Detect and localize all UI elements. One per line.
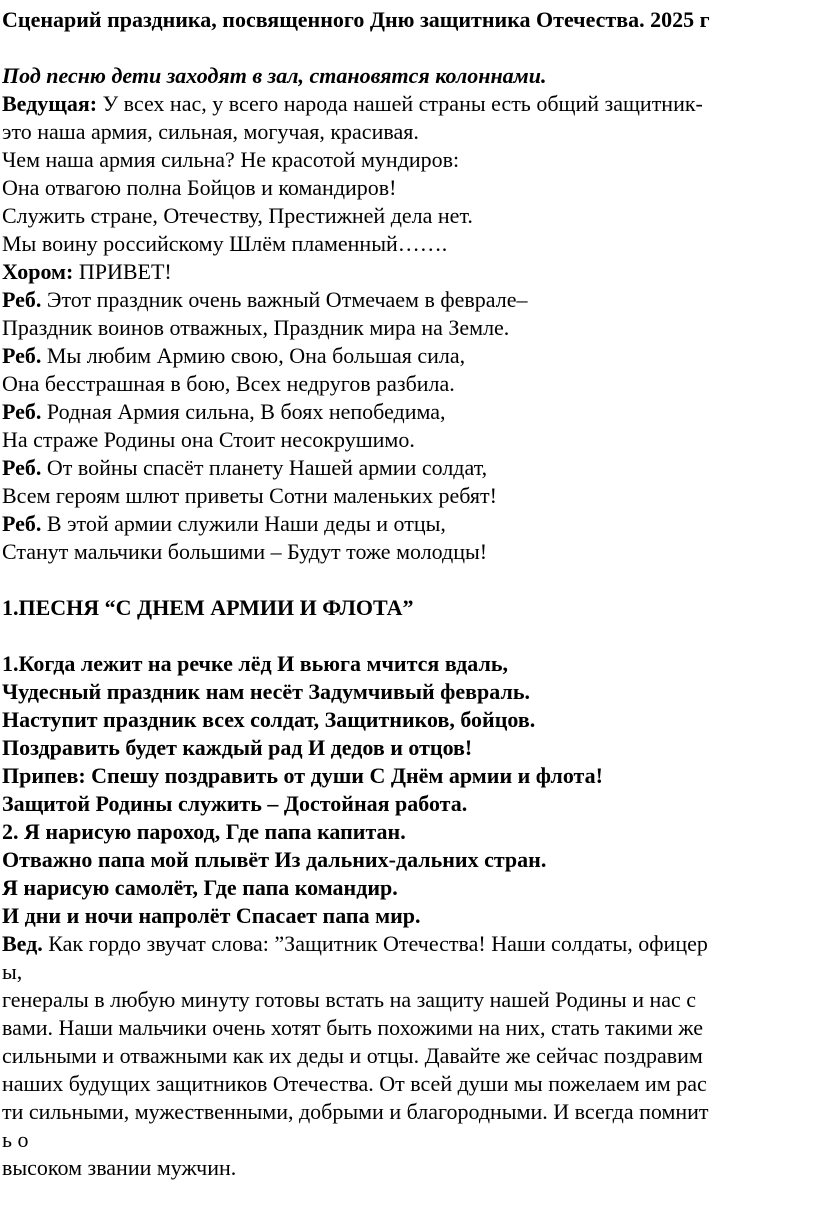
script-line [2, 398, 446, 426]
closing-line: генералы в любую минуту готовы встать на защиту нашей Родины и нас с [2, 987, 697, 1012]
speaker-label: Ведущая: [2, 91, 98, 116]
song-line: 1.Когда лежит на речке лёд И вьюга мчится вдаль, [2, 651, 508, 676]
speaker-label: Хором: [2, 259, 74, 284]
speaker-label: Реб. [2, 343, 42, 368]
script-line [2, 510, 446, 538]
script-line: Она отвагою полна Бойцов и командиров! [2, 175, 397, 200]
line-text: Этот праздник очень важный Отмечаем в феврале– [41, 287, 528, 312]
speaker-label: Реб. [2, 287, 42, 312]
song-line: Поздравить будет каждый рад И дедов и отцов! [2, 735, 473, 760]
line-text: ПРИВЕТ! [73, 259, 172, 284]
closing-line: сильными и отважными как их деды и отцы. Давайте же сейчас поздравим [2, 1043, 703, 1068]
song-line: 2. Я нарисую пароход, Где папа капитан. [2, 819, 406, 844]
closing-line: вами. Наши мальчики очень хотят быть похожими на них, стать такими же [2, 1015, 703, 1040]
song-line: Я нарисую самолёт, Где папа командир. [2, 875, 398, 900]
line-text: Родная Армия сильна, В боях непобедима, [41, 399, 446, 424]
script-line: Всем героям шлют приветы Сотни маленьких ребят! [2, 483, 497, 508]
line-text: От войны спасёт планету Нашей армии солдат, [41, 455, 488, 480]
script-line [2, 342, 465, 370]
script-line [2, 258, 172, 286]
document-title: Сценарий праздника, посвященного Дню защитника Отечества. 2025 г [2, 7, 710, 32]
script-line: это наша армия, сильная, могучая, красивая. [2, 119, 419, 144]
script-line: На страже Родины она Стоит несокрушимо. [2, 427, 415, 452]
speaker-label: Реб. [2, 511, 42, 536]
closing-line: ы, [2, 959, 23, 984]
speaker-label: Реб. [2, 455, 42, 480]
script-line [2, 454, 487, 482]
closing-line: ь о [2, 1127, 29, 1152]
line-text: Как гордо звучат слова: ”Защитник Отечества! Наши солдаты, офицер [42, 931, 708, 956]
speaker-label: Реб. [2, 399, 42, 424]
song-line: Отважно папа мой плывёт Из дальних-дальних стран. [2, 847, 547, 872]
script-line: Мы воину российскому Шлём пламенный……. [2, 231, 448, 256]
line-text: В этой армии служили Наши деды и отцы, [41, 511, 446, 536]
stage-direction: Под песню дети заходят в зал, становятся колоннами. [2, 63, 547, 88]
script-line: Служить стране, Отечеству, Престижней дела нет. [2, 203, 473, 228]
closing-line: ти сильными, мужественными, добрыми и благородными. И всегда помнит [2, 1099, 709, 1124]
song-chorus: Припев: Спешу поздравить от души С Днём армии и флота! [2, 763, 603, 788]
script-line: Чем наша армия сильна? Не красотой мундиров: [2, 147, 460, 172]
script-line: Станут мальчики большими – Будут тоже молодцы! [2, 539, 488, 564]
song-line: Наступит праздник всех солдат, Защитников, бойцов. [2, 707, 536, 732]
song-line: И дни и ночи напролёт Спасает папа мир. [2, 903, 421, 928]
closing-line: наших будущих защитников Отечества. От всей души мы пожелаем им рас [2, 1071, 707, 1096]
script-line: Она бесстрашная в бою, Всех недругов разбила. [2, 371, 455, 396]
line-text: У всех нас, у всего народа нашей страны есть общий защитник- [97, 91, 703, 116]
song-line: Защитой Родины служить – Достойная работа. [2, 791, 468, 816]
script-line [2, 90, 703, 118]
document-page [2, 0, 816, 1212]
script-line: Праздник воинов отважных, Праздник мира на Земле. [2, 315, 510, 340]
line-text: Мы любим Армию свою, Она большая сила, [41, 343, 466, 368]
closing-line [2, 930, 708, 958]
closing-line: высоком звании мужчин. [2, 1155, 237, 1180]
song-line: Чудесный праздник нам несёт Задумчивый февраль. [2, 679, 530, 704]
speaker-label: Вед. [2, 931, 43, 956]
song-title: 1.ПЕСНЯ “С ДНЕМ АРМИИ И ФЛОТА” [2, 595, 414, 620]
script-line [2, 286, 527, 314]
